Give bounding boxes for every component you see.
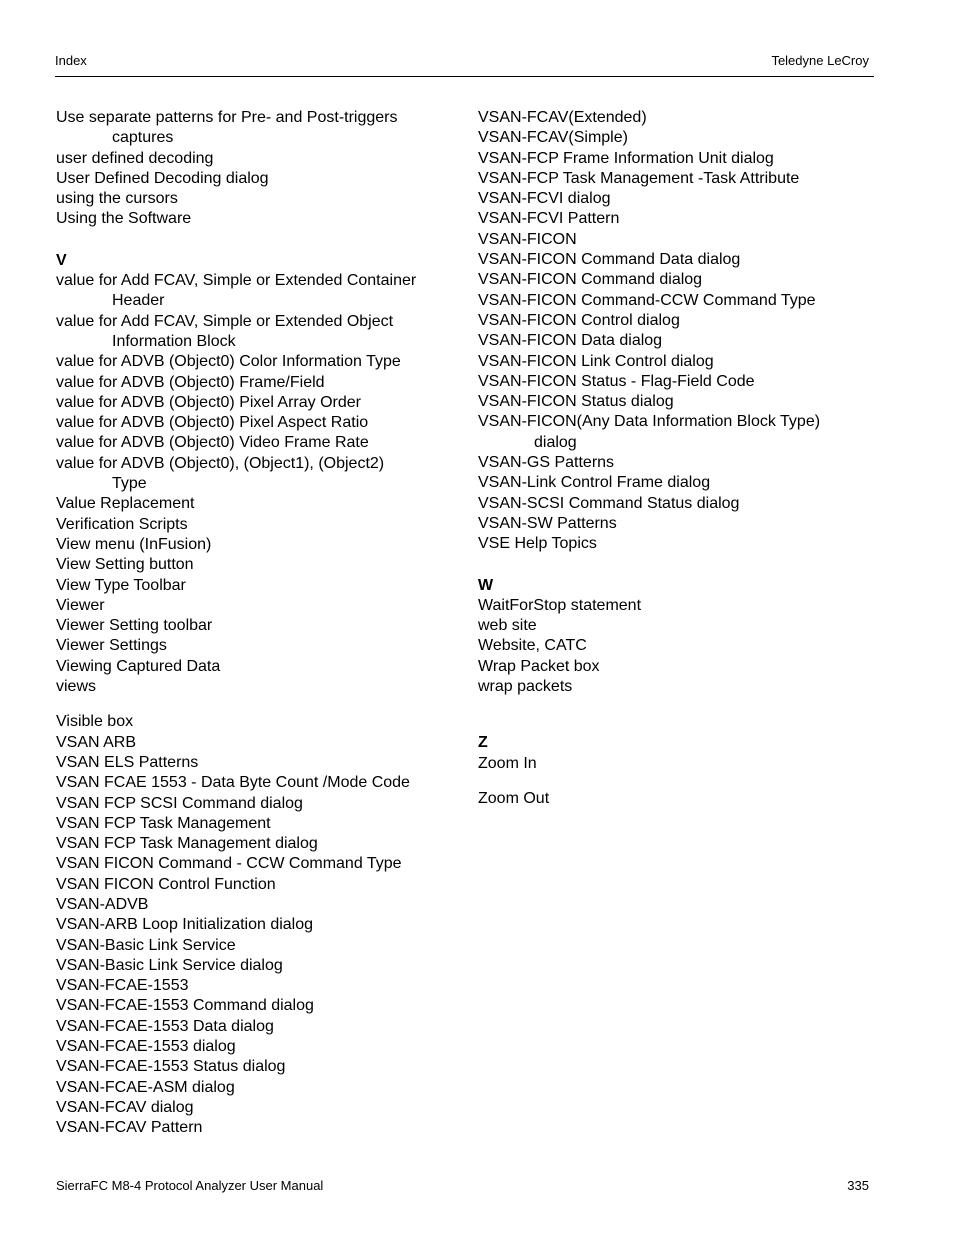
index-entry: VSAN ELS Patterns — [56, 753, 199, 771]
index-entry: Visible box — [56, 713, 134, 731]
index-entry: VSAN-FICON(Any Data Information Block Type) — [478, 413, 821, 431]
index-entry: VSAN-FCAE-1553 Command dialog — [56, 997, 314, 1015]
index-column-right — [478, 108, 878, 809]
index-entry: VSAN-FICON Status - Flag-Field Code — [478, 372, 755, 390]
index-entry: VSAN-FCAE-1553 Data dialog — [56, 1017, 274, 1035]
section-spacer — [56, 230, 456, 251]
header-rule — [55, 76, 874, 77]
index-entry: VSAN-FCAE-1553 dialog — [56, 1038, 236, 1056]
letter-heading-v: V — [56, 251, 67, 269]
index-entry: VSAN-GS Patterns — [478, 454, 615, 472]
index-entry: Viewer — [56, 596, 105, 614]
index-entry-zoom-in: Zoom In — [478, 754, 537, 772]
index-entry: value for ADVB (Object0) Color Information Type — [56, 353, 401, 371]
index-entry: value for ADVB (Object0) Pixel Array Order — [56, 393, 361, 411]
index-entry: VSAN FCAE 1553 - Data Byte Count /Mode Code — [56, 774, 410, 792]
index-entry: VSAN-FCAV dialog — [56, 1098, 194, 1116]
index-entry: Verification Scripts — [56, 515, 188, 533]
index-entry: user defined decoding — [56, 149, 214, 167]
index-entry: VSAN-FCP Task Management -Task Attribute — [478, 169, 800, 187]
letter-heading-z: Z — [478, 734, 488, 752]
index-entry: VSAN-FCAV Pattern — [56, 1119, 203, 1137]
index-entry: web site — [478, 617, 537, 635]
index-entry-continuation: captures — [112, 129, 174, 147]
index-entry: Wrap Packet box — [478, 657, 600, 675]
index-entry-zoom-out: Zoom Out — [478, 789, 550, 807]
index-entry: using the cursors — [56, 190, 178, 208]
index-entry: VSAN-FCAV(Extended) — [478, 109, 647, 126]
index-entry: value for Add FCAV, Simple or Extended Object — [56, 312, 394, 330]
index-entry: value for ADVB (Object0), (Object1), (Object2) — [56, 454, 385, 472]
section-spacer — [478, 697, 878, 733]
index-entry: VSAN-FICON — [478, 230, 577, 248]
index-entry: View Type Toolbar — [56, 576, 186, 594]
index-entry: VSAN-FCAE-1553 Status dialog — [56, 1058, 286, 1076]
index-entry: Using the Software — [56, 210, 192, 228]
index-entry: VSAN-FICON Status dialog — [478, 393, 674, 411]
index-entry: wrap packets — [478, 678, 573, 696]
vsan-entries-list — [478, 108, 878, 555]
running-header-company: Teledyne LeCroy — [771, 53, 869, 68]
section-spacer — [56, 697, 456, 712]
index-entry: Viewer Setting toolbar — [56, 617, 213, 635]
section-spacer — [478, 774, 878, 789]
page-number: 335 — [847, 1178, 869, 1193]
index-entry: VSAN-FCP Frame Information Unit dialog — [478, 149, 774, 167]
index-entry: VSAN-FCAE-ASM dialog — [56, 1078, 235, 1096]
index-entry: Viewer Settings — [56, 637, 167, 655]
index-entry: VSAN-Basic Link Service dialog — [56, 956, 283, 974]
w-entries-list — [478, 596, 878, 697]
index-entry: VSAN-FICON Data dialog — [478, 332, 663, 350]
index-entry: VSAN FICON Command - CCW Command Type — [56, 855, 402, 873]
index-entry-continuation: Information Block — [112, 332, 236, 350]
index-entry: VSAN-SCSI Command Status dialog — [478, 494, 740, 512]
index-entry: VSAN-Basic Link Service — [56, 936, 236, 954]
index-entry: VSE Help Topics — [478, 535, 597, 553]
index-entry: VSAN-FCVI dialog — [478, 190, 611, 208]
index-entry: VSAN-Link Control Frame dialog — [478, 474, 711, 492]
index-entry: Website, CATC — [478, 637, 587, 655]
index-entry: VSAN-FICON Command-CCW Command Type — [478, 291, 816, 309]
index-entry: value for ADVB (Object0) Frame/Field — [56, 373, 325, 391]
index-entry: VSAN FCP Task Management dialog — [56, 835, 318, 853]
index-entry: VSAN-FICON Control dialog — [478, 311, 680, 329]
index-entry: VSAN-FCAV(Simple) — [478, 129, 628, 147]
index-entry: views — [56, 678, 97, 696]
index-entry: VSAN-FCAE-1553 — [56, 977, 189, 995]
index-entry: VSAN-FICON Link Control dialog — [478, 352, 714, 370]
running-header-section: Index — [55, 53, 87, 68]
section-spacer — [478, 555, 878, 576]
index-entry: Use separate patterns for Pre- and Post-triggers — [56, 109, 398, 126]
index-entry: View menu (InFusion) — [56, 535, 212, 553]
index-entry: VSAN FCP Task Management — [56, 814, 271, 832]
index-entry: View Setting button — [56, 556, 194, 574]
index-entry: VSAN-ADVB — [56, 895, 149, 913]
index-entry: Viewing Captured Data — [56, 657, 221, 675]
index-entry-continuation: Type — [112, 475, 147, 493]
vs-entries-list — [56, 712, 456, 1138]
index-entry: VSAN-FCVI Pattern — [478, 210, 620, 228]
index-entry: VSAN ARB — [56, 733, 137, 751]
index-column-left — [56, 108, 456, 1139]
index-entry-continuation: dialog — [534, 433, 577, 451]
index-entry: value for Add FCAV, Simple or Extended Container — [56, 272, 417, 290]
footer-manual-title: SierraFC M8-4 Protocol Analyzer User Manual — [56, 1178, 324, 1193]
u-entries-list — [56, 108, 456, 230]
index-entry: VSAN-FICON Command Data dialog — [478, 251, 741, 269]
index-entry: VSAN-ARB Loop Initialization dialog — [56, 916, 314, 934]
index-entry-continuation: Header — [112, 292, 165, 310]
index-entry: VSAN-FICON Command dialog — [478, 271, 703, 289]
index-entry: Value Replacement — [56, 495, 195, 513]
index-entry: VSAN-SW Patterns — [478, 514, 617, 532]
index-entry: value for ADVB (Object0) Video Frame Rate — [56, 434, 369, 452]
letter-heading-w: W — [478, 576, 494, 594]
v-entries-list — [56, 271, 456, 697]
index-entry: VSAN FCP SCSI Command dialog — [56, 794, 303, 812]
index-entry: VSAN FICON Control Function — [56, 875, 276, 893]
index-entry: WaitForStop statement — [478, 596, 642, 614]
index-entry: User Defined Decoding dialog — [56, 169, 269, 187]
index-entry: value for ADVB (Object0) Pixel Aspect Ratio — [56, 414, 369, 432]
